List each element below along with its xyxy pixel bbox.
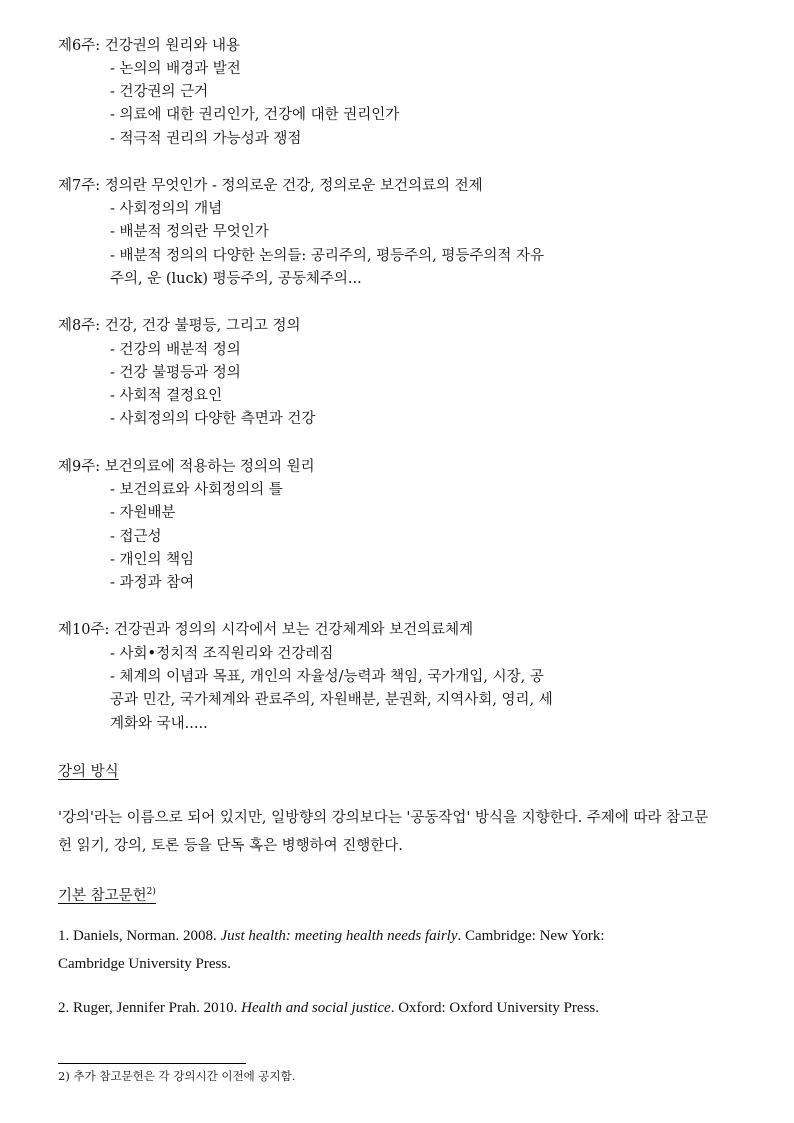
week-8-item: - 사회적 결정요인 <box>110 388 223 404</box>
week-6-title: 제6주: 건강권의 원리와 내용 <box>58 38 241 54</box>
reference-publisher: . Oxford: Oxford University Press. <box>390 1000 599 1016</box>
week-6-item: - 건강권의 근거 <box>110 84 209 100</box>
week-9-item: - 과정과 참여 <box>110 575 195 591</box>
references-heading-text: 기본 참고문헌 <box>58 888 147 904</box>
reference-publisher: . Cambridge: New York: <box>457 928 605 944</box>
week-10-item: 공과 민간, 국가체계와 관료주의, 자원배분, 분권화, 지역사회, 영리, 세 <box>110 692 553 708</box>
reference-author-year: 1. Daniels, Norman. 2008. <box>58 928 221 944</box>
week-9-item: - 자원배분 <box>110 505 176 521</box>
method-line: '강의'라는 이름으로 되어 있지만, 일방향의 강의보다는 '공동작업' 방식을 지향한다. 주제에 따라 참고문 <box>58 810 709 826</box>
week-8-item: - 건강의 배분적 정의 <box>110 342 241 358</box>
week-10-item: - 사회•정치적 조직원리와 건강레짐 <box>110 646 334 662</box>
week-10-title: 제10주: 건강권과 정의의 시각에서 보는 건강체계와 보건의료체계 <box>58 622 474 638</box>
week-7-item: - 배분적 정의의 다양한 논의들: 공리주의, 평등주의, 평등주의적 자유 <box>110 248 545 264</box>
week-9-item: - 보건의료와 사회정의의 틀 <box>110 482 283 498</box>
reference-item <box>58 922 740 978</box>
reference-author-year: 2. Ruger, Jennifer Prah. 2010. <box>58 1000 242 1016</box>
week-8-item: - 건강 불평등과 정의 <box>110 365 241 381</box>
week-9-title: 제9주: 보건의료에 적용하는 정의의 원리 <box>58 459 315 475</box>
week-8-item: - 사회정의의 다양한 측면과 건강 <box>110 411 316 427</box>
week-6-item: - 논의의 배경과 발전 <box>110 61 241 77</box>
week-10-item: 계화와 국내..... <box>110 716 208 732</box>
week-9-item: - 개인의 책임 <box>110 552 195 568</box>
week-9-item: - 접근성 <box>110 529 162 545</box>
reference-item <box>58 994 740 1022</box>
method-paragraph <box>58 804 740 860</box>
reference-publisher-cont: Cambridge University Press. <box>58 956 231 972</box>
week-8-title: 제8주: 건강, 건강 불평등, 그리고 정의 <box>58 318 301 334</box>
references-heading <box>58 882 156 906</box>
week-6-item: - 적극적 권리의 가능성과 쟁점 <box>110 131 302 147</box>
footnote-marker: 2) <box>146 887 156 897</box>
method-heading: 강의 방식 <box>58 764 119 780</box>
reference-title: Health and social justice <box>241 1000 391 1016</box>
week-7-item: - 사회정의의 개념 <box>110 201 223 217</box>
method-line: 헌 읽기, 강의, 토론 등을 단독 혹은 병행하여 진행한다. <box>58 838 403 854</box>
footnote: 2) 추가 참고문헌은 각 강의시간 이전에 공지함. <box>58 1069 296 1083</box>
week-6-item: - 의료에 대한 권리인가, 건강에 대한 권리인가 <box>110 107 400 123</box>
reference-title: Just health: meeting health needs fairly <box>220 928 458 944</box>
week-10-item: - 체계의 이념과 목표, 개인의 자율성/능력과 책임, 국가개입, 시장, 공 <box>110 669 544 685</box>
footnote-divider <box>58 1063 246 1064</box>
week-7-title: 제7주: 정의란 무엇인가 - 정의로운 건강, 정의로운 보건의료의 전제 <box>58 178 483 194</box>
week-7-item: 주의, 운 (luck) 평등주의, 공동체주의... <box>110 271 362 287</box>
week-7-item: - 배분적 정의란 무엇인가 <box>110 224 269 240</box>
